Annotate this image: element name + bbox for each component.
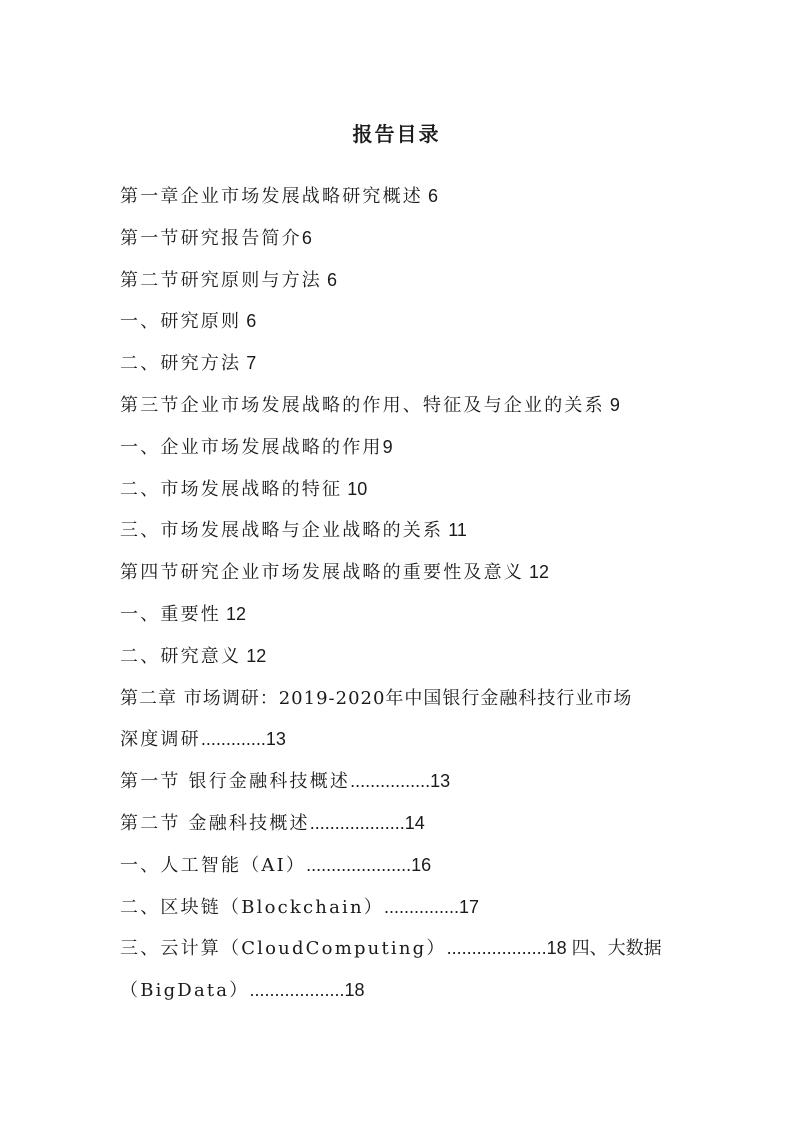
toc-entry (120, 598, 680, 640)
toc-entry (120, 974, 680, 1016)
toc-entry (120, 264, 680, 306)
toc-entry-text: 第二节研究原则与方法 (120, 269, 322, 291)
toc-entry-text: 一、重要性 (120, 603, 221, 625)
toc-entry-text: 三、云计算（CloudComputing） (120, 938, 447, 960)
toc-entry-page: 12 (241, 645, 267, 666)
toc-entry-text: 第一节研究报告简介 (120, 227, 302, 249)
toc-entry-text: （BigData） (120, 980, 250, 1002)
toc-entry-page: .....................16 (306, 854, 432, 875)
toc-entry (120, 807, 680, 849)
toc-entry-page: ................13 (350, 771, 451, 792)
toc-entry-page: 9 (382, 436, 393, 457)
toc-entry-text: 第一节 银行金融科技概述 (120, 771, 351, 793)
toc-entry-text: 第一章企业市场发展战略研究概述 (120, 186, 423, 207)
toc-entry-page: ...................18 (249, 980, 365, 1001)
toc-entry-page: 11 (443, 520, 467, 541)
toc-entry (120, 640, 680, 682)
toc-entry-text: 第四节研究企业市场发展战略的重要性及意义 (120, 562, 524, 584)
toc-entry-page: 6 (241, 311, 257, 332)
toc-entry-text: 一、人工智能（AI） (120, 854, 307, 876)
toc-entry-text: 第二章 市场调研：2019-2020年中国银行金融科技行业市场 (120, 687, 633, 709)
toc-entry-text: 三、市场发展战略与企业战略的关系 (120, 520, 444, 542)
toc-entry (120, 932, 680, 974)
toc-entry (120, 431, 680, 473)
toc-entry-text: 一、企业市场发展战略的作用 (120, 436, 383, 458)
toc-entry-page: 12 (221, 603, 247, 624)
toc-entry (120, 682, 680, 724)
toc-entry-text: 二、区块链（Blockchain） (120, 896, 384, 918)
toc-entry (120, 347, 680, 389)
toc-entry-page: ...............17 (383, 896, 480, 917)
toc-entry-page: 6 (301, 227, 312, 248)
toc-entry (120, 180, 680, 222)
toc-entry-page: 6 (322, 269, 338, 290)
toc-entry-page: 6 (423, 186, 439, 206)
toc-entry (120, 556, 680, 598)
toc-entry-page: 9 (604, 394, 620, 415)
toc-entry-text: 第二节 金融科技概述 (120, 812, 310, 834)
toc-entry (120, 849, 680, 891)
toc-entry (120, 305, 680, 347)
toc-entry (120, 389, 680, 431)
toc-entry-text: 深度调研 (120, 729, 201, 751)
toc-entry-page: ....................18 四、大数据 (446, 938, 662, 959)
toc-entry-page: 12 (524, 562, 550, 583)
toc-entry-text: 一、研究原则 (120, 311, 242, 333)
toc-entry (120, 723, 680, 765)
toc-entry (120, 765, 680, 807)
toc-entry-page: .............13 (200, 729, 286, 750)
table-of-contents (120, 180, 680, 1016)
toc-entry (120, 891, 680, 933)
toc-entry (120, 473, 680, 515)
toc-entry-text: 二、市场发展战略的特征 (120, 478, 343, 500)
toc-entry (120, 222, 680, 264)
toc-entry-page: ...................14 (309, 812, 425, 833)
page-title: 报告目录 (352, 122, 441, 146)
toc-entry-text: 二、研究方法 (120, 353, 242, 375)
toc-entry (120, 514, 680, 556)
toc-entry-text: 二、研究意义 (120, 645, 242, 667)
toc-entry-text: 第三节企业市场发展战略的作用、特征及与企业的关系 (120, 394, 605, 416)
toc-entry-page: 7 (241, 353, 257, 374)
toc-entry-page: 10 (342, 478, 368, 499)
